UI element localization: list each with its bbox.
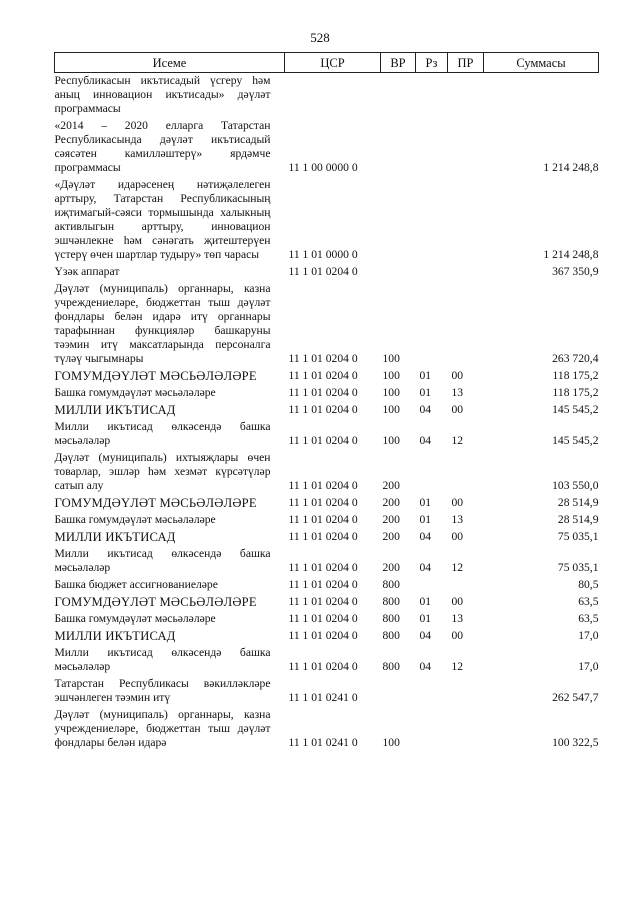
cell-csr: 11 1 01 0204 0	[288, 352, 358, 365]
cell-rz: 01	[419, 612, 432, 625]
table-row	[55, 645, 599, 676]
cell-csr: 11 1 00 0000 0	[288, 161, 358, 174]
table-row	[55, 264, 599, 281]
cell-csr: 11 1 01 0204 0	[288, 530, 358, 543]
cell-rz: 04	[419, 434, 432, 447]
cell-name: Республикасын икътисадый үсгеру һәм аныц инновацион икътисады» дәүләт программасы	[54, 74, 271, 115]
table-row	[55, 594, 599, 611]
cell-name: Милли икътисад өлкәсендә башка мәсьәләләр	[54, 420, 271, 447]
cell-vr	[381, 676, 416, 707]
cell-name: МИЛЛИ ИКЪТИСАД	[54, 530, 176, 544]
cell-vr	[381, 118, 416, 177]
cell-vr: 100	[382, 736, 400, 749]
cell-name: Милли икътисад өлкәсендә башка мәсьәләләр	[54, 646, 271, 673]
cell-sum: 17,0	[578, 629, 599, 642]
cell-sum: 63,5	[578, 612, 599, 625]
cell-csr: 11 1 01 0204 0	[288, 561, 358, 574]
cell-name: Дәүләт (муниципаль) ихтыяҗлары өчен товарлар, эшләр һәм хезмәт күрсәтүләр сатып алу	[54, 451, 271, 492]
cell-name: Башка гомумдәүләт мәсьәләләре	[54, 386, 216, 399]
cell-csr: 11 1 01 0204 0	[288, 479, 358, 492]
table-body	[55, 73, 599, 753]
cell-csr: 11 1 01 0204 0	[288, 265, 358, 278]
table-row	[55, 628, 599, 645]
cell-vr: 800	[382, 612, 400, 625]
cell-name: Дәүләт (муниципаль) органнары, казна учреждениеләре, бюджеттан тыш дәүләт фондлары белән идарә	[54, 708, 271, 749]
cell-rz: 04	[419, 530, 432, 543]
cell-vr: 100	[382, 386, 400, 399]
budget-table	[54, 52, 599, 752]
cell-vr: 200	[382, 479, 400, 492]
header-pr: ПР	[448, 53, 484, 73]
cell-rz: 04	[419, 561, 432, 574]
cell-pr	[448, 450, 484, 495]
cell-vr: 200	[382, 496, 400, 509]
cell-rz	[416, 177, 448, 264]
cell-csr: 11 1 01 0204 0	[288, 386, 358, 399]
cell-csr: 11 1 01 0204 0	[288, 612, 358, 625]
cell-pr: 00	[451, 595, 464, 608]
cell-name: Башка гомумдәүләт мәсьәләләре	[54, 513, 216, 526]
cell-pr	[448, 707, 484, 752]
cell-rz	[416, 118, 448, 177]
cell-pr: 12	[451, 561, 464, 574]
table-row	[55, 546, 599, 577]
cell-vr	[381, 73, 416, 119]
cell-pr: 00	[451, 496, 464, 509]
cell-sum: 17,0	[578, 660, 599, 673]
cell-pr	[448, 177, 484, 264]
cell-rz	[416, 676, 448, 707]
cell-name: Башка гомумдәүләт мәсьәләләре	[54, 612, 216, 625]
cell-rz: 04	[419, 403, 432, 416]
cell-sum: 28 514,9	[557, 513, 599, 526]
cell-pr	[448, 118, 484, 177]
cell-vr: 800	[382, 595, 400, 608]
cell-vr	[381, 177, 416, 264]
cell-name: МИЛЛИ ИКЪТИСАД	[54, 403, 176, 417]
cell-rz: 01	[419, 369, 432, 382]
cell-rz: 01	[419, 595, 432, 608]
cell-csr: 11 1 01 0241 0	[288, 736, 358, 749]
cell-name: ГОМУМДӘҮЛӘТ МӘСЬӘЛӘЛӘРЕ	[54, 369, 257, 383]
cell-rz	[416, 450, 448, 495]
cell-csr: 11 1 01 0000 0	[288, 248, 358, 261]
cell-csr: 11 1 01 0204 0	[288, 403, 358, 416]
header-csr: ЦСР	[285, 53, 381, 73]
cell-pr: 13	[451, 612, 464, 625]
cell-vr	[381, 264, 416, 281]
cell-name: ГОМУМДӘҮЛӘТ МӘСЬӘЛӘЛӘРЕ	[54, 496, 257, 510]
cell-pr	[448, 676, 484, 707]
cell-sum: 145 545,2	[552, 434, 599, 447]
cell-name: «Дәүләт идарәсенең нәтиҗәлелеген арттыру, Татарстан Республикасының иҗтимагый-сәяси тормышында халыкның активлыгын арттыру, инновацион эшчәнлекне һәм сәнәгать җитештерүен үстерү өчен шартлар тудыру» төп чарасы	[54, 178, 271, 261]
table-row	[55, 495, 599, 512]
cell-vr: 800	[382, 629, 400, 642]
table-row	[55, 118, 599, 177]
cell-rz	[416, 577, 448, 594]
table-row	[55, 402, 599, 419]
cell-name: ГОМУМДӘҮЛӘТ МӘСЬӘЛӘЛӘРЕ	[54, 595, 257, 609]
cell-csr: 11 1 01 0204 0	[288, 369, 358, 382]
cell-name: МИЛЛИ ИКЪТИСАД	[54, 629, 176, 643]
cell-csr: 11 1 01 0204 0	[288, 595, 358, 608]
cell-rz	[416, 264, 448, 281]
cell-rz: 01	[419, 513, 432, 526]
cell-sum: 63,5	[578, 595, 599, 608]
cell-pr: 13	[451, 386, 464, 399]
cell-rz	[416, 73, 448, 119]
cell-pr: 13	[451, 513, 464, 526]
header-name: Исеме	[55, 53, 285, 73]
cell-vr: 100	[382, 369, 400, 382]
cell-sum: 100 322,5	[552, 736, 599, 749]
cell-pr	[448, 281, 484, 368]
table-row	[55, 577, 599, 594]
cell-csr: 11 1 01 0241 0	[288, 691, 358, 704]
cell-pr: 00	[451, 403, 464, 416]
cell-vr: 100	[382, 352, 400, 365]
cell-pr: 12	[451, 434, 464, 447]
table-row	[55, 512, 599, 529]
table-row	[55, 676, 599, 707]
cell-sum: 28 514,9	[557, 496, 599, 509]
cell-csr: 11 1 01 0204 0	[288, 660, 358, 673]
cell-rz	[416, 281, 448, 368]
cell-pr: 00	[451, 530, 464, 543]
cell-name: Милли икътисад өлкәсендә башка мәсьәләләр	[54, 547, 271, 574]
cell-rz: 01	[419, 386, 432, 399]
cell-pr	[448, 73, 484, 119]
cell-sum: 1 214 248,8	[543, 161, 599, 174]
table-row	[55, 73, 599, 119]
cell-sum: 118 175,2	[552, 386, 599, 399]
cell-sum: 263 720,4	[552, 352, 599, 365]
cell-sum: 262 547,7	[552, 691, 599, 704]
page-number: 528	[310, 30, 330, 45]
cell-sum: 103 550,0	[552, 479, 599, 492]
cell-sum: 367 350,9	[552, 265, 599, 278]
cell-pr: 00	[451, 369, 464, 382]
cell-rz: 04	[419, 660, 432, 673]
cell-pr: 00	[451, 629, 464, 642]
cell-sum: 80,5	[578, 578, 599, 591]
cell-csr: 11 1 01 0204 0	[288, 513, 358, 526]
header-rz: Рз	[416, 53, 448, 73]
cell-sum: 75 035,1	[557, 530, 599, 543]
cell-csr	[285, 73, 381, 119]
cell-csr: 11 1 01 0204 0	[288, 496, 358, 509]
header-sum: Суммасы	[484, 53, 599, 73]
header-vr: ВР	[381, 53, 416, 73]
cell-rz: 01	[419, 496, 432, 509]
cell-name: Дәүләт (муниципаль) органнары, казна учреждениеләре, бюджеттан тыш дәүләт фондлары белән идарә итү органнары тарафыннан функцияләр башкаруны тәэмин итү максатларында персоналга түләү чыгымнары	[54, 282, 271, 365]
cell-rz	[416, 707, 448, 752]
table-header-row	[55, 53, 599, 73]
cell-name: Татарстан Республикасы вәкилләкләре эшчәнлеген тәэмин итү	[54, 677, 271, 704]
cell-sum: 145 545,2	[552, 403, 599, 416]
table-row	[55, 450, 599, 495]
cell-pr: 12	[451, 660, 464, 673]
cell-sum: 118 175,2	[552, 369, 599, 382]
table-row	[55, 707, 599, 752]
table-row	[55, 611, 599, 628]
table-row	[55, 368, 599, 385]
cell-name: Башка бюджет ассигнованиеләре	[54, 578, 218, 591]
table-row	[55, 529, 599, 546]
cell-sum	[484, 73, 599, 119]
cell-csr: 11 1 01 0204 0	[288, 629, 358, 642]
cell-vr: 200	[382, 513, 400, 526]
cell-vr: 200	[382, 530, 400, 543]
table-row	[55, 385, 599, 402]
cell-pr	[448, 577, 484, 594]
cell-sum: 75 035,1	[557, 561, 599, 574]
cell-csr: 11 1 01 0204 0	[288, 578, 358, 591]
table-row	[55, 419, 599, 450]
cell-vr: 100	[382, 434, 400, 447]
table-row	[55, 177, 599, 264]
cell-rz: 04	[419, 629, 432, 642]
cell-vr: 100	[382, 403, 400, 416]
cell-vr: 200	[382, 561, 400, 574]
cell-name: Үзәк аппарат	[54, 265, 120, 278]
cell-pr	[448, 264, 484, 281]
table-row	[55, 281, 599, 368]
cell-vr: 800	[382, 578, 400, 591]
cell-name: «2014 – 2020 елларга Татарстан Республикасында дәүләт икътисадый сәясәтен камилләштерү» ярдәмче программасы	[54, 119, 271, 174]
cell-vr: 800	[382, 660, 400, 673]
cell-csr: 11 1 01 0204 0	[288, 434, 358, 447]
cell-sum: 1 214 248,8	[543, 248, 599, 261]
